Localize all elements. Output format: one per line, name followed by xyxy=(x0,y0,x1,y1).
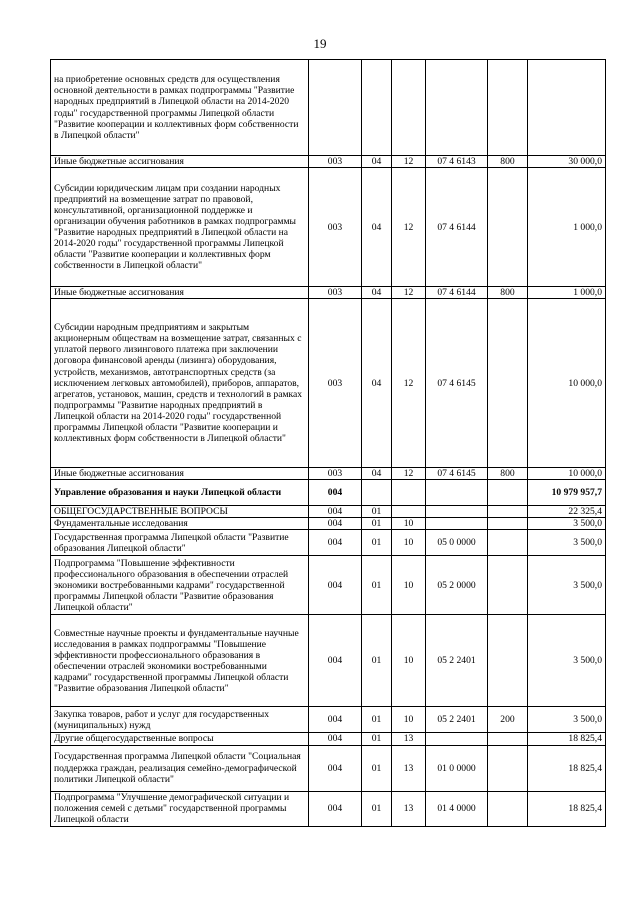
expense-type-cell xyxy=(488,615,528,707)
amount-cell: 10 000,0 xyxy=(528,299,606,468)
ved-code-cell: 004 xyxy=(309,530,362,556)
expense-type-cell xyxy=(488,518,528,530)
subsection-code-cell: 10 xyxy=(392,615,426,707)
expense-type-cell xyxy=(488,745,528,791)
expense-type-cell xyxy=(488,480,528,506)
ved-code-cell: 004 xyxy=(309,733,362,745)
target-article-cell: 05 2 2401 xyxy=(426,707,488,733)
subsection-code-cell xyxy=(392,506,426,518)
subsection-code-cell: 10 xyxy=(392,556,426,615)
amount-cell: 3 500,0 xyxy=(528,518,606,530)
expense-type-cell xyxy=(488,168,528,287)
row-name-cell: Совместные научные проекты и фундаментальные научные исследования в рамках подпрограммы "Повышение эффективности профессионального образования в обеспечении отраслей экономики востребованными кадрами" государственной программы Липецкой области "Развитие образования Липецкой области" xyxy=(51,615,309,707)
section-code-cell: 01 xyxy=(362,733,392,745)
amount-cell: 3 500,0 xyxy=(528,556,606,615)
table-row xyxy=(51,468,606,480)
table-row xyxy=(51,480,606,506)
table-row xyxy=(51,556,606,615)
amount-cell: 10 000,0 xyxy=(528,468,606,480)
section-code-cell xyxy=(362,60,392,156)
section-code-cell: 01 xyxy=(362,791,392,826)
expense-type-cell xyxy=(488,733,528,745)
subsection-code-cell: 12 xyxy=(392,287,426,299)
subsection-code-cell xyxy=(392,480,426,506)
expense-type-cell: 800 xyxy=(488,468,528,480)
target-article-cell xyxy=(426,480,488,506)
ved-code-cell: 004 xyxy=(309,745,362,791)
expense-type-cell xyxy=(488,556,528,615)
section-code-cell: 01 xyxy=(362,506,392,518)
expense-type-cell xyxy=(488,530,528,556)
table-row xyxy=(51,287,606,299)
table-row xyxy=(51,745,606,791)
subsection-code-cell xyxy=(392,60,426,156)
row-name-cell: Управление образования и науки Липецкой области xyxy=(51,480,309,506)
target-article-cell: 05 0 0000 xyxy=(426,530,488,556)
expense-type-cell: 200 xyxy=(488,707,528,733)
ved-code-cell: 003 xyxy=(309,468,362,480)
expense-type-cell xyxy=(488,506,528,518)
amount-cell: 1 000,0 xyxy=(528,168,606,287)
subsection-code-cell: 12 xyxy=(392,156,426,168)
target-article-cell: 05 2 0000 xyxy=(426,556,488,615)
table-row xyxy=(51,299,606,468)
amount-cell: 10 979 957,7 xyxy=(528,480,606,506)
target-article-cell xyxy=(426,518,488,530)
amount-cell: 3 500,0 xyxy=(528,615,606,707)
expense-type-cell xyxy=(488,299,528,468)
table-row xyxy=(51,156,606,168)
ved-code-cell: 004 xyxy=(309,707,362,733)
subsection-code-cell: 12 xyxy=(392,168,426,287)
amount-cell: 3 500,0 xyxy=(528,530,606,556)
row-name-cell: Фундаментальные исследования xyxy=(51,518,309,530)
subsection-code-cell: 10 xyxy=(392,530,426,556)
table-row xyxy=(51,168,606,287)
subsection-code-cell: 13 xyxy=(392,733,426,745)
table-row xyxy=(51,60,606,156)
row-name-cell: Иные бюджетные ассигнования xyxy=(51,287,309,299)
ved-code-cell: 004 xyxy=(309,556,362,615)
section-code-cell: 01 xyxy=(362,556,392,615)
row-name-cell: ОБЩЕГОСУДАРСТВЕННЫЕ ВОПРОСЫ xyxy=(51,506,309,518)
ved-code-cell: 004 xyxy=(309,615,362,707)
row-name-cell: Подпрограмма "Улучшение демографической ситуации и положения семей с детьми" государственной программы Липецкой области xyxy=(51,791,309,826)
ved-code-cell: 003 xyxy=(309,156,362,168)
target-article-cell: 05 2 2401 xyxy=(426,615,488,707)
section-code-cell: 01 xyxy=(362,707,392,733)
target-article-cell: 07 4 6143 xyxy=(426,156,488,168)
table-row xyxy=(51,530,606,556)
subsection-code-cell: 12 xyxy=(392,468,426,480)
subsection-code-cell: 13 xyxy=(392,745,426,791)
row-name-cell: Закупка товаров, работ и услуг для государственных (муниципальных) нужд xyxy=(51,707,309,733)
table-body xyxy=(51,60,606,827)
subsection-code-cell: 12 xyxy=(392,299,426,468)
row-name-cell: Субсидии народным предприятиям и закрытым акционерным обществам на возмещение затрат, связанных с уплатой первого лизингового платежа при заключении договора финансовой аренды (лизинга) оборудования, устройств, механизмов, автотранспортных средств (за исключением легковых автомобилей), приборов, аппаратов, агрегатов, установок, машин, средств и технологий в рамках подпрограммы "Развитие народных предприятий в Липецкой области на 2014-2020 годы" государственной программы Липецкой области "Развитие кооперации и коллективных форм собственности в Липецкой области" xyxy=(51,299,309,468)
table-row xyxy=(51,791,606,826)
target-article-cell xyxy=(426,733,488,745)
ved-code-cell: 004 xyxy=(309,480,362,506)
ved-code-cell: 004 xyxy=(309,518,362,530)
table-row xyxy=(51,707,606,733)
section-code-cell: 04 xyxy=(362,468,392,480)
ved-code-cell: 003 xyxy=(309,299,362,468)
amount-cell: 22 325,4 xyxy=(528,506,606,518)
amount-cell: 18 825,4 xyxy=(528,745,606,791)
table-row xyxy=(51,506,606,518)
target-article-cell xyxy=(426,506,488,518)
amount-cell: 18 825,4 xyxy=(528,733,606,745)
row-name-cell: Подпрограмма "Повышение эффективности профессионального образования в обеспечении отраслей экономики востребованными кадрами" государственной программы Липецкой области "Развитие образования Липецкой области" xyxy=(51,556,309,615)
amount-cell: 30 000,0 xyxy=(528,156,606,168)
budget-table xyxy=(50,59,606,827)
target-article-cell: 01 0 0000 xyxy=(426,745,488,791)
target-article-cell: 07 4 6145 xyxy=(426,468,488,480)
target-article-cell: 07 4 6144 xyxy=(426,287,488,299)
subsection-code-cell: 10 xyxy=(392,518,426,530)
amount-cell: 1 000,0 xyxy=(528,287,606,299)
subsection-code-cell: 10 xyxy=(392,707,426,733)
table-row xyxy=(51,518,606,530)
expense-type-cell xyxy=(488,60,528,156)
section-code-cell: 01 xyxy=(362,615,392,707)
ved-code-cell: 004 xyxy=(309,791,362,826)
ved-code-cell: 004 xyxy=(309,506,362,518)
amount-cell: 3 500,0 xyxy=(528,707,606,733)
row-name-cell: Государственная программа Липецкой области "Социальная поддержка граждан, реализация семейно-демографической политики Липецкой области" xyxy=(51,745,309,791)
section-code-cell: 01 xyxy=(362,518,392,530)
row-name-cell: Государственная программа Липецкой области "Развитие образования Липецкой области" xyxy=(51,530,309,556)
section-code-cell: 04 xyxy=(362,156,392,168)
amount-cell: 18 825,4 xyxy=(528,791,606,826)
ved-code-cell: 003 xyxy=(309,168,362,287)
target-article-cell: 07 4 6145 xyxy=(426,299,488,468)
row-name-cell: Другие общегосударственные вопросы xyxy=(51,733,309,745)
amount-cell xyxy=(528,60,606,156)
row-name-cell: Субсидии юридическим лицам при создании народных предприятий на возмещение затрат по правовой, консультативной, организационной поддержке и организации обучения работников в рамках подпрограммы "Развитие народных предприятий в Липецкой области на 2014-2020 годы" государственной программы Липецкой области "Развитие кооперации и коллективных форм собственности в Липецкой области" xyxy=(51,168,309,287)
expense-type-cell xyxy=(488,791,528,826)
table-row xyxy=(51,733,606,745)
table-row xyxy=(51,615,606,707)
subsection-code-cell: 13 xyxy=(392,791,426,826)
section-code-cell: 01 xyxy=(362,530,392,556)
page-number: 19 xyxy=(313,36,327,51)
section-code-cell: 01 xyxy=(362,745,392,791)
expense-type-cell: 800 xyxy=(488,287,528,299)
target-article-cell: 01 4 0000 xyxy=(426,791,488,826)
target-article-cell xyxy=(426,60,488,156)
section-code-cell: 04 xyxy=(362,299,392,468)
target-article-cell: 07 4 6144 xyxy=(426,168,488,287)
row-name-cell: на приобретение основных средств для осуществления основной деятельности в рамках подпрограммы "Развитие народных предприятий в Липецкой области на 2014-2020 годы" государственной программы Липецкой области "Развитие кооперации и коллективных форм собственности в Липецкой области" xyxy=(51,60,309,156)
section-code-cell: 04 xyxy=(362,168,392,287)
ved-code-cell xyxy=(309,60,362,156)
section-code-cell xyxy=(362,480,392,506)
row-name-cell: Иные бюджетные ассигнования xyxy=(51,156,309,168)
section-code-cell: 04 xyxy=(362,287,392,299)
ved-code-cell: 003 xyxy=(309,287,362,299)
row-name-cell: Иные бюджетные ассигнования xyxy=(51,468,309,480)
expense-type-cell: 800 xyxy=(488,156,528,168)
